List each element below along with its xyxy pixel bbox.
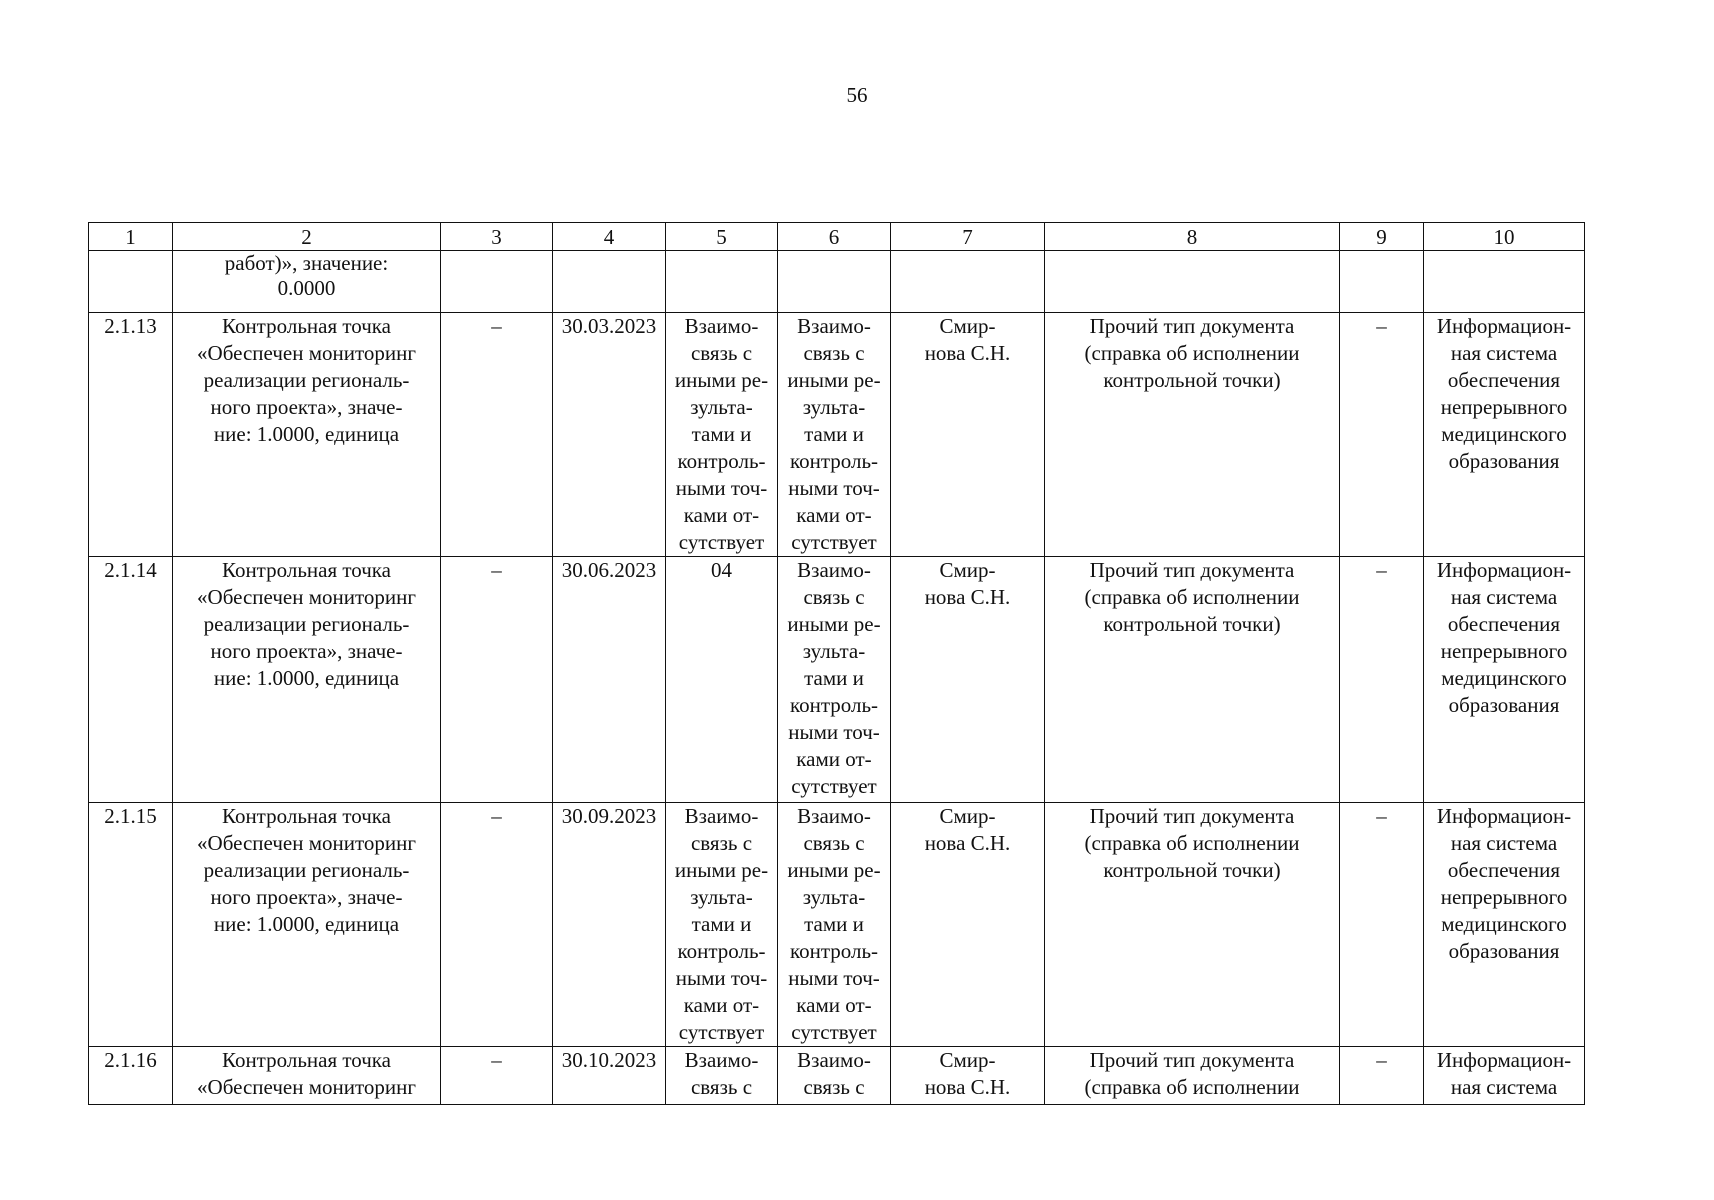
cell-line: обеспечения [1447,858,1561,882]
cell-line: (справка об исполнении [1084,1075,1300,1099]
column-numbers-row [89,223,1585,251]
description-cell [173,1047,441,1105]
cell-line: связь с [690,831,753,855]
cell-line: иными ре- [787,368,881,392]
cell-line: зульта- [690,885,753,909]
cell-line: реализации региональ- [203,858,410,882]
cell-line: связь с [803,831,865,855]
cell [89,251,173,313]
date-cell: 30.06.2023 [553,557,666,803]
cell-line: Взаимо- [684,1048,759,1072]
cell-line: нова С.Н. [924,831,1011,855]
row-number-cell: 2.1.14 [89,557,173,803]
cell-line: ными точ- [788,476,880,500]
cell-line: работ)», значение: [224,251,389,275]
date-cell: 30.03.2023 [553,313,666,557]
cell-line: иными ре- [674,858,769,882]
cell-line: обеспечения [1447,612,1561,636]
row-number-cell: 2.1.16 [89,1047,173,1105]
cell-line: Информацион- [1436,1048,1572,1072]
table-row [89,803,1585,1047]
column-3-cell: – [441,803,553,1047]
information-system-cell [1424,1047,1585,1105]
date-cell: 30.09.2023 [553,803,666,1047]
cell-line: нова С.Н. [924,341,1011,365]
cell-line: ками от- [683,993,760,1017]
cell-line: ного проекта», значе- [210,395,403,419]
cell-line: связь с [690,1075,753,1099]
cell-line: контрольной точки) [1103,858,1281,882]
cell-line: ная система [1450,585,1558,609]
column-5-cell [666,313,778,557]
cell [173,251,441,313]
description-cell [173,803,441,1047]
cell-line: ние: 1.0000, единица [213,666,400,690]
cell [891,251,1045,313]
cell-line: тами и [804,666,864,690]
cell-line: образования [1448,693,1560,717]
cell-line: «Обеспечен мониторинг [197,341,416,365]
responsible-cell [891,803,1045,1047]
cell-line: Прочий тип документа [1089,314,1295,338]
cell [1424,251,1585,313]
cell [553,251,666,313]
cell-line: контроль- [789,693,879,717]
cell-line: ние: 1.0000, единица [213,422,400,446]
cell-line: контроль- [789,449,879,473]
cell-line: связь с [803,1075,865,1099]
cell-line: непрерывного [1440,395,1568,419]
cell-line: Взаимо- [797,314,871,338]
table-row [89,1047,1585,1105]
cell-line: Контрольная точка [221,1048,391,1072]
cell [441,251,553,313]
responsible-cell [891,313,1045,557]
cell-line: контрольной точки) [1103,612,1281,636]
row-number-cell: 2.1.15 [89,803,173,1047]
cell-line: зульта- [802,639,866,663]
column-5-cell [666,1047,778,1105]
column-9-cell: – [1340,803,1424,1047]
column-6-cell [778,803,891,1047]
cell-line: ками от- [683,503,760,527]
cell-line: тами и [691,912,752,936]
cell-line: тами и [804,912,864,936]
column-9-cell: – [1340,1047,1424,1105]
document-type-cell [1045,313,1340,557]
cell-line: Информацион- [1436,314,1572,338]
document-type-cell [1045,1047,1340,1105]
cell [778,251,891,313]
cell-line: контроль- [677,449,766,473]
document-type-cell [1045,557,1340,803]
date-cell: 30.10.2023 [553,1047,666,1105]
column-3-cell: – [441,557,553,803]
cell-line: сутствует [791,774,877,798]
cell-line: зульта- [802,395,866,419]
cell-line: (справка об исполнении [1084,341,1300,365]
description-cell [173,313,441,557]
cell-line: образования [1448,449,1560,473]
cell [1340,251,1424,313]
cell-line: связь с [803,341,865,365]
continuation-row [89,251,1585,313]
cell-line: сутствует [678,1020,765,1044]
cell-line: ными точ- [675,966,768,990]
column-header: 2 [173,223,441,251]
cell-line: Смир- [939,804,996,828]
cell-line: иными ре- [787,858,881,882]
cell-line: контрольной точки) [1103,368,1281,392]
cell-line: ками от- [796,747,872,771]
cell-line: ная система [1450,831,1558,855]
column-9-cell: – [1340,557,1424,803]
column-9-cell: – [1340,313,1424,557]
cell-line: Информацион- [1436,558,1572,582]
cell-line: иными ре- [674,368,769,392]
cell-line: сутствует [791,1020,877,1044]
cell-line: Смир- [939,1048,996,1072]
column-header: 8 [1045,223,1340,251]
column-5-cell [666,803,778,1047]
cell-line: связь с [690,341,753,365]
cell-line: сутствует [678,530,765,554]
cell-line: Прочий тип документа [1089,1048,1295,1072]
information-system-cell [1424,313,1585,557]
cell-line: (справка об исполнении [1084,831,1300,855]
cell-line: ными точ- [788,966,880,990]
cell-line: медицинского [1441,912,1567,936]
cell-line: «Обеспечен мониторинг [197,831,416,855]
cell-line: Контрольная точка [221,558,391,582]
cell-line: нова С.Н. [924,585,1011,609]
cell-line: ного проекта», значе- [210,885,403,909]
cell-line: реализации региональ- [203,368,410,392]
cell-line: обеспечения [1447,368,1561,392]
cell-line: (справка об исполнении [1084,585,1300,609]
cell-line: ками от- [796,993,872,1017]
cell-line: Информацион- [1436,804,1572,828]
cell-line: сутствует [791,530,877,554]
cell-line: медицинского [1441,422,1567,446]
cell-line: Взаимо- [684,804,759,828]
cell-line: реализации региональ- [203,612,410,636]
cell-line: контроль- [677,939,766,963]
cell-line: Смир- [939,314,996,338]
cell-line: Прочий тип документа [1089,558,1295,582]
column-header: 6 [778,223,891,251]
table-row [89,557,1585,803]
responsible-cell [891,557,1045,803]
cell-line: 04 [711,558,732,582]
cell-line: Взаимо- [797,804,871,828]
column-header: 9 [1340,223,1424,251]
cell-line: непрерывного [1440,639,1568,663]
cell-line: ными точ- [788,720,880,744]
cell-line: Взаимо- [684,314,759,338]
column-header: 10 [1424,223,1585,251]
column-5-cell [666,557,778,803]
cell-line: зульта- [802,885,866,909]
cell-line: контроль- [789,939,879,963]
cell-line: ние: 1.0000, единица [213,912,400,936]
column-header: 4 [553,223,666,251]
cell-line: ная система [1450,1075,1558,1099]
cell-line: тами и [691,422,752,446]
table-row [89,313,1585,557]
results-table [88,222,1585,1105]
cell-line: «Обеспечен мониторинг [197,1075,416,1099]
column-header: 7 [891,223,1045,251]
cell-line: Взаимо- [797,1048,871,1072]
cell-line: «Обеспечен мониторинг [197,585,416,609]
row-number-cell: 2.1.13 [89,313,173,557]
document-type-cell [1045,803,1340,1047]
cell-line: нова С.Н. [924,1075,1011,1099]
cell-line: медицинского [1441,666,1567,690]
cell-line: Прочий тип документа [1089,804,1295,828]
column-6-cell [778,313,891,557]
cell-line: 0.0000 [277,276,336,300]
cell-line: образования [1448,939,1560,963]
column-header: 3 [441,223,553,251]
page-number: 56 [846,83,868,107]
responsible-cell [891,1047,1045,1105]
cell-line: Смир- [939,558,996,582]
cell-line: зульта- [690,395,753,419]
description-cell [173,557,441,803]
cell-line: иными ре- [787,612,881,636]
column-3-cell: – [441,313,553,557]
cell-line: ными точ- [675,476,768,500]
cell-line: Контрольная точка [221,314,391,338]
column-3-cell: – [441,1047,553,1105]
information-system-cell [1424,557,1585,803]
cell [1045,251,1340,313]
cell-line: Контрольная точка [221,804,391,828]
cell-line: связь с [803,585,865,609]
information-system-cell [1424,803,1585,1047]
column-header: 1 [89,223,173,251]
cell-line: непрерывного [1440,885,1568,909]
cell [666,251,778,313]
cell-line: ками от- [796,503,872,527]
column-header: 5 [666,223,778,251]
cell-line: ная система [1450,341,1558,365]
column-6-cell [778,1047,891,1105]
cell-line: Взаимо- [797,558,871,582]
cell-line: ного проекта», значе- [210,639,403,663]
column-6-cell [778,557,891,803]
cell-line: тами и [804,422,864,446]
